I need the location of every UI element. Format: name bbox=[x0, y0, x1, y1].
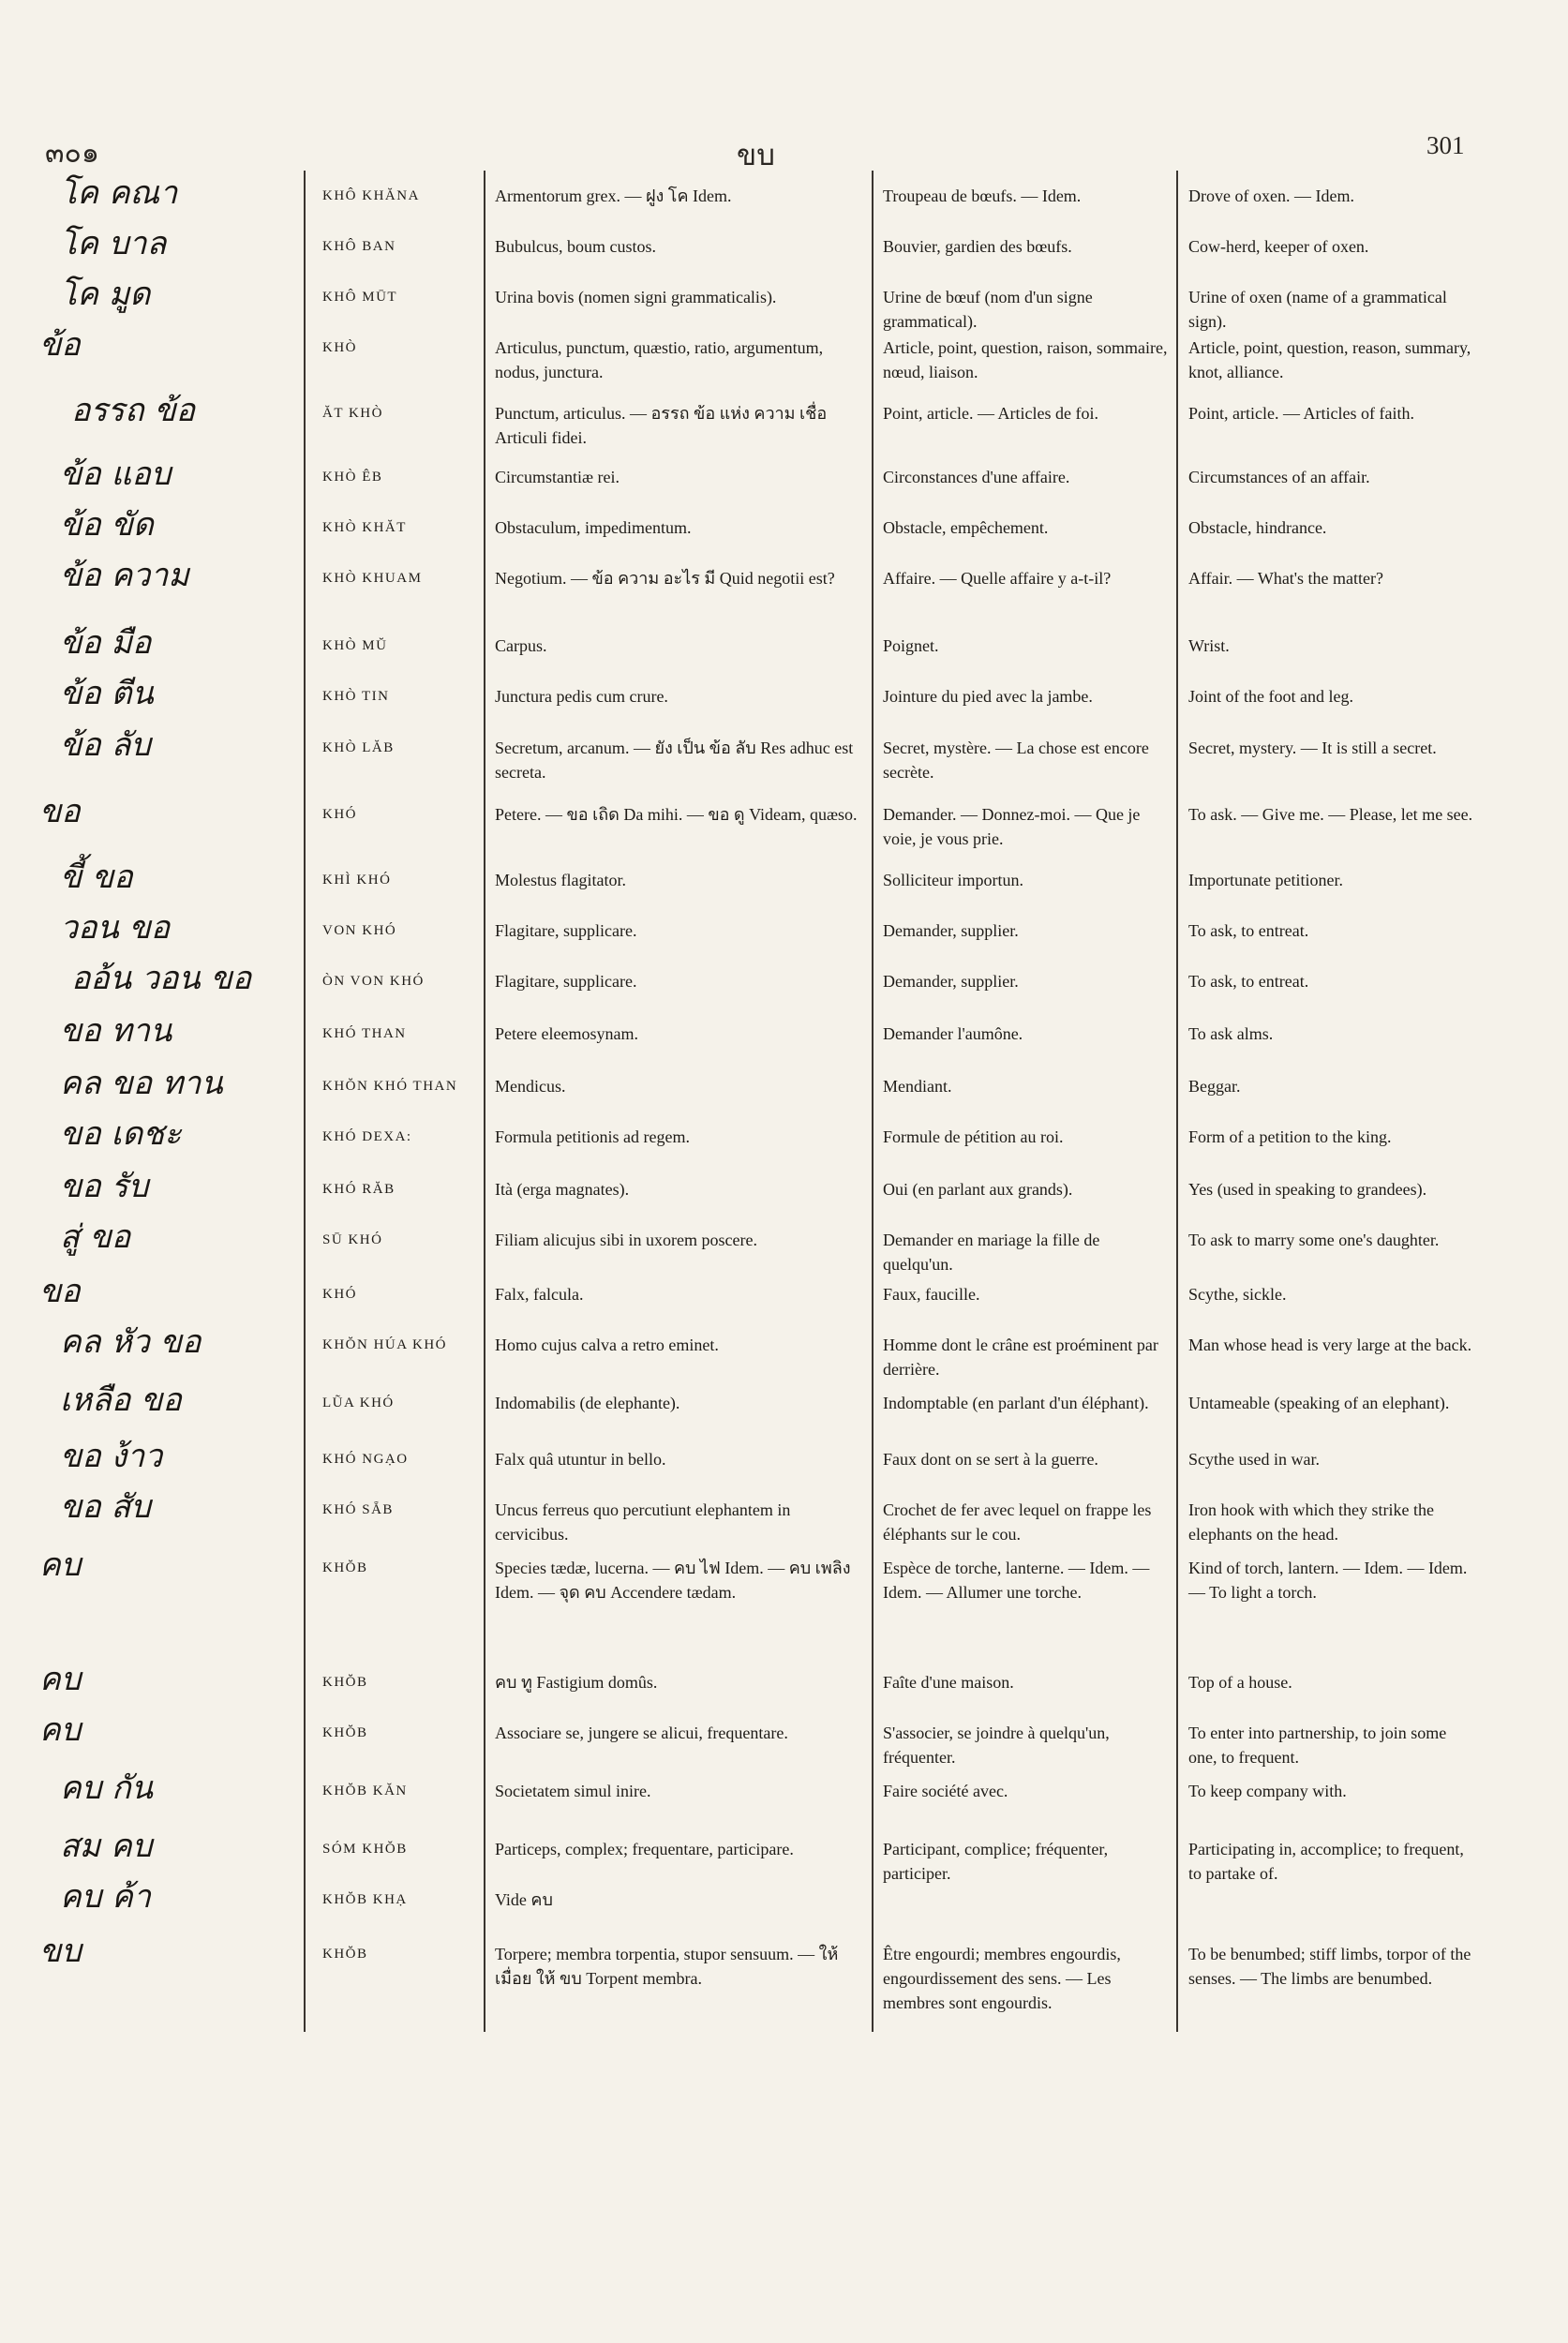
entry-english: To ask alms. bbox=[1188, 1024, 1274, 1043]
entry-romanization: KHŎB KHẠ bbox=[322, 1892, 408, 1907]
entry-english: Obstacle, hindrance. bbox=[1188, 518, 1327, 537]
entry-french: Point, article. — Articles de foi. bbox=[883, 404, 1098, 423]
entry-english: Affair. — What's the matter? bbox=[1188, 569, 1384, 588]
entry-latin: Armentorum grex. — ฝูง โค Idem. bbox=[495, 187, 732, 205]
entry-thai-word: ออ้น วอน ขอ bbox=[71, 960, 252, 997]
entry-thai-word: ขอ bbox=[39, 1273, 81, 1310]
entry-thai-word: ขอ ทาน bbox=[60, 1012, 172, 1050]
entry-romanization: LŨA KHÓ bbox=[322, 1395, 395, 1410]
entry-romanization: ĂT KHÒ bbox=[322, 406, 383, 421]
entry-english: Scythe, sickle. bbox=[1188, 1285, 1287, 1304]
entry-romanization: KHÓ bbox=[322, 807, 357, 822]
entry-romanization: SŪ KHÓ bbox=[322, 1232, 383, 1247]
entry-romanization: KHÔ BAN bbox=[322, 239, 396, 254]
entry-thai-word: ขี้ ขอ bbox=[60, 858, 133, 896]
entry-french: Participant, complice; fréquenter, participer. bbox=[883, 1840, 1109, 1883]
entry-romanization: KHÓ bbox=[322, 1287, 357, 1302]
entry-latin: Bubulcus, boum custos. bbox=[495, 237, 657, 256]
entry-french: Solliciteur importun. bbox=[883, 871, 1023, 889]
entry-english: Circumstances of an affair. bbox=[1188, 468, 1370, 486]
entry-romanization: KHŎB bbox=[322, 1560, 368, 1575]
entry-french: Demander, supplier. bbox=[883, 921, 1019, 940]
entry-thai-word: ข้อ ความ bbox=[60, 557, 189, 594]
entry-thai-word: คล ขอ ทาน bbox=[60, 1065, 223, 1102]
entry-french: Demander en mariage la fille de quelqu'un. bbox=[883, 1231, 1100, 1274]
entry-romanization: KHŎN KHÓ THAN bbox=[322, 1079, 458, 1094]
entry-romanization: KHÒ KHĂT bbox=[322, 520, 407, 535]
entry-latin: Flagitare, supplicare. bbox=[495, 972, 637, 991]
entry-thai-word: ขอ ง้าว bbox=[60, 1438, 163, 1475]
entry-english: To ask to marry some one's daughter. bbox=[1188, 1231, 1440, 1249]
entry-thai-word: สู่ ขอ bbox=[60, 1218, 131, 1256]
entry-french: Crochet de fer avec lequel on frappe les éléphants sur le cou. bbox=[883, 1500, 1152, 1544]
entry-english: Yes (used in speaking to grandees). bbox=[1188, 1180, 1427, 1199]
entry-romanization: KHÒ TIN bbox=[322, 689, 390, 704]
entry-romanization: KHÓ DEXA: bbox=[322, 1129, 412, 1144]
entry-latin: Circumstantiæ rei. bbox=[495, 468, 620, 486]
entry-thai-word: คบ ค้า bbox=[60, 1878, 151, 1916]
entry-english: To be benumbed; stiff limbs, torpor of the senses. — The limbs are benumbed. bbox=[1188, 1945, 1471, 1988]
entry-thai-word: ข้อ ลับ bbox=[60, 726, 151, 764]
entry-romanization: KHŎN HÚA KHÓ bbox=[322, 1337, 447, 1352]
entry-latin: Falx quâ utuntur in bello. bbox=[495, 1450, 666, 1469]
entry-french: Obstacle, empêchement. bbox=[883, 518, 1049, 537]
entry-english: Wrist. bbox=[1188, 636, 1230, 655]
entry-romanization: KHÒ MŬ bbox=[322, 638, 388, 653]
entry-english: Drove of oxen. — Idem. bbox=[1188, 187, 1354, 205]
entry-thai-word: ขอ สับ bbox=[60, 1488, 151, 1526]
entry-french: Faux dont on se sert à la guerre. bbox=[883, 1450, 1098, 1469]
entry-latin: Vide คบ bbox=[495, 1890, 553, 1909]
entry-english: Joint of the foot and leg. bbox=[1188, 687, 1353, 706]
entry-french: Espèce de torche, lanterne. — Idem. — Idem. — Allumer une torche. bbox=[883, 1559, 1150, 1602]
entry-latin: Obstaculum, impedimentum. bbox=[495, 518, 692, 537]
entry-thai-word: โค มูด bbox=[60, 276, 151, 313]
entry-french: Mendiant. bbox=[883, 1077, 952, 1096]
entry-thai-word: ข้อ ตีน bbox=[60, 675, 154, 712]
entry-english: Point, article. — Articles of faith. bbox=[1188, 404, 1414, 423]
entry-french: Faire société avec. bbox=[883, 1782, 1008, 1800]
entry-french: S'associer, se joindre à quelqu'un, fréquenter. bbox=[883, 1724, 1110, 1767]
entry-english: Scythe used in war. bbox=[1188, 1450, 1320, 1469]
entry-latin: Junctura pedis cum crure. bbox=[495, 687, 668, 706]
entry-french: Bouvier, gardien des bœufs. bbox=[883, 237, 1072, 256]
entry-thai-word: ขอ bbox=[39, 793, 81, 830]
entry-latin: Punctum, articulus. — อรรถ ข้อ แห่ง ความ เชื่อ Articuli fidei. bbox=[495, 404, 828, 447]
entry-french: Urine de bœuf (nom d'un signe grammatical). bbox=[883, 288, 1093, 331]
entry-english: Participating in, accomplice; to frequent, to partake of. bbox=[1188, 1840, 1464, 1883]
entry-thai-word: ข้อ ขัด bbox=[60, 506, 154, 544]
entry-romanization: KHŎB KĂN bbox=[322, 1783, 408, 1798]
entry-latin: Articulus, punctum, quæstio, ratio, argumentum, nodus, junctura. bbox=[495, 338, 824, 381]
section-heading: ขบ bbox=[737, 139, 775, 172]
entry-thai-word: ข้อ มือ bbox=[60, 624, 152, 662]
entry-english: Article, point, question, reason, summary, knot, alliance. bbox=[1188, 338, 1471, 381]
entry-french: Demander l'aumône. bbox=[883, 1024, 1023, 1043]
entry-thai-word: ขบ bbox=[39, 1933, 82, 1970]
entry-english: To ask. — Give me. — Please, let me see. bbox=[1188, 805, 1473, 824]
entry-latin: Negotium. — ข้อ ความ อะไร มี Quid negotii est? bbox=[495, 569, 835, 588]
entry-thai-word: ขอ รับ bbox=[60, 1168, 149, 1205]
entry-thai-word: โค บาล bbox=[60, 225, 167, 262]
entry-english: Secret, mystery. — It is still a secret. bbox=[1188, 739, 1437, 757]
entry-french: Formule de pétition au roi. bbox=[883, 1127, 1064, 1146]
entry-romanization: ÒN VON KHÓ bbox=[322, 974, 425, 989]
entry-latin: Formula petitionis ad regem. bbox=[495, 1127, 690, 1146]
entry-romanization: KHÒ LĂB bbox=[322, 740, 395, 755]
entry-english: Top of a house. bbox=[1188, 1673, 1292, 1692]
entry-french: Homme dont le crâne est proéminent par derrière. bbox=[883, 1336, 1158, 1379]
entry-french: Troupeau de bœufs. — Idem. bbox=[883, 187, 1082, 205]
entry-english: Man whose head is very large at the back. bbox=[1188, 1336, 1472, 1354]
entry-english: To ask, to entreat. bbox=[1188, 972, 1309, 991]
entry-romanization: KHŎB bbox=[322, 1947, 368, 1962]
entry-french: Affaire. — Quelle affaire y a-t-il? bbox=[883, 569, 1112, 588]
entry-romanization: KHŎB bbox=[322, 1675, 368, 1690]
entry-thai-word: คบ bbox=[39, 1546, 82, 1584]
entry-romanization: KHŎB bbox=[322, 1725, 368, 1740]
entry-english: Untameable (speaking of an elephant). bbox=[1188, 1394, 1450, 1412]
entry-english: Form of a petition to the king. bbox=[1188, 1127, 1392, 1146]
entry-romanization: KHÓ SẴB bbox=[322, 1502, 394, 1517]
entry-romanization: KHÓ RĂB bbox=[322, 1182, 396, 1197]
entry-latin: Petere eleemosynam. bbox=[495, 1024, 638, 1043]
entry-latin: Particeps, complex; frequentare, participare. bbox=[495, 1840, 794, 1858]
entry-latin: Species tædæ, lucerna. — คบ ไฟ Idem. — คบ เพลิง Idem. — จุด คบ Accendere tædam. bbox=[495, 1559, 851, 1602]
entry-latin: Indomabilis (de elephante). bbox=[495, 1394, 680, 1412]
entry-thai-word: ข้อ แอบ bbox=[60, 455, 172, 493]
entry-latin: Uncus ferreus quo percutiunt elephantem in cervicibus. bbox=[495, 1500, 791, 1544]
page-number: 301 bbox=[1426, 131, 1465, 159]
entry-latin: Falx, falcula. bbox=[495, 1285, 584, 1304]
entry-english: Cow-herd, keeper of oxen. bbox=[1188, 237, 1369, 256]
entry-french: Être engourdi; membres engourdis, engourdissement des sens. — Les membres sont engourdis. bbox=[883, 1945, 1121, 2012]
entry-english: Urine of oxen (name of a grammatical sign). bbox=[1188, 288, 1447, 331]
entry-english: Importunate petitioner. bbox=[1188, 871, 1343, 889]
entry-romanization: SÓM KHŎB bbox=[322, 1842, 408, 1857]
entry-french: Article, point, question, raison, sommaire, nœud, liaison. bbox=[883, 338, 1168, 381]
entry-romanization: KHÓ NGẠO bbox=[322, 1452, 409, 1467]
entry-romanization: KHÌ KHÓ bbox=[322, 873, 392, 888]
entry-latin: Homo cujus calva a retro eminet. bbox=[495, 1336, 719, 1354]
entry-thai-word: โค คณา bbox=[60, 174, 178, 212]
entry-french: Poignet. bbox=[883, 636, 939, 655]
entry-romanization: KHÔ MŪT bbox=[322, 290, 398, 305]
entry-latin: Societatem simul inire. bbox=[495, 1782, 651, 1800]
entry-latin: Flagitare, supplicare. bbox=[495, 921, 637, 940]
entry-thai-word: วอน ขอ bbox=[60, 909, 171, 947]
entry-romanization: KHÔ KHĂNA bbox=[322, 188, 420, 203]
entry-thai-word: คล หัว ขอ bbox=[60, 1323, 202, 1361]
entry-latin: Associare se, jungere se alicui, frequentare. bbox=[495, 1724, 788, 1742]
entry-romanization: KHÒ KHUAM bbox=[322, 571, 423, 586]
entry-latin: Carpus. bbox=[495, 636, 547, 655]
entry-thai-word: คบ bbox=[39, 1661, 82, 1698]
entry-romanization: KHÓ THAN bbox=[322, 1026, 407, 1041]
entry-french: Faux, faucille. bbox=[883, 1285, 980, 1304]
entry-french: Jointure du pied avec la jambe. bbox=[883, 687, 1093, 706]
entry-latin: คบ ทู Fastigium domûs. bbox=[495, 1673, 658, 1692]
entry-french: Secret, mystère. — La chose est encore secrète. bbox=[883, 739, 1149, 782]
entry-thai-word: อรรถ ข้อ bbox=[71, 392, 195, 429]
entry-french: Faîte d'une maison. bbox=[883, 1673, 1014, 1692]
entry-french: Circonstances d'une affaire. bbox=[883, 468, 1070, 486]
entry-latin: Mendicus. bbox=[495, 1077, 566, 1096]
entry-latin: Molestus flagitator. bbox=[495, 871, 626, 889]
page-number-thai: ๓๐๑ bbox=[45, 137, 99, 170]
entry-thai-word: คบ bbox=[39, 1711, 82, 1749]
entry-latin: Ità (erga magnates). bbox=[495, 1180, 630, 1199]
entry-romanization: KHÒ ÊB bbox=[322, 470, 383, 485]
entry-thai-word: สม คบ bbox=[60, 1828, 153, 1865]
entry-french: Oui (en parlant aux grands). bbox=[883, 1180, 1073, 1199]
entry-thai-word: เหลือ ขอ bbox=[60, 1381, 182, 1419]
entry-thai-word: ข้อ bbox=[39, 326, 81, 364]
entry-latin: Secretum, arcanum. — ยัง เป็น ข้อ ลับ Res adhuc est secreta. bbox=[495, 739, 854, 782]
entry-english: To ask, to entreat. bbox=[1188, 921, 1309, 940]
entry-latin: Torpere; membra torpentia, stupor sensuum. — ให้ เมื่อย ให้ ขบ Torpent membra. bbox=[495, 1945, 839, 1988]
entry-english: Iron hook with which they strike the elephants on the head. bbox=[1188, 1500, 1434, 1544]
entry-romanization: VON KHÓ bbox=[322, 923, 397, 938]
entry-french: Demander. — Donnez-moi. — Que je voie, je vous prie. bbox=[883, 805, 1141, 848]
entry-french: Indomptable (en parlant d'un éléphant). bbox=[883, 1394, 1149, 1412]
entry-romanization: KHÒ bbox=[322, 340, 357, 355]
entry-latin: Urina bovis (nomen signi grammaticalis). bbox=[495, 288, 777, 306]
entry-latin: Filiam alicujus sibi in uxorem poscere. bbox=[495, 1231, 757, 1249]
entry-english: To enter into partnership, to join some one, to frequent. bbox=[1188, 1724, 1447, 1767]
entry-english: Beggar. bbox=[1188, 1077, 1241, 1096]
entry-thai-word: ขอ เดชะ bbox=[60, 1115, 182, 1153]
entry-english: To keep company with. bbox=[1188, 1782, 1347, 1800]
entry-thai-word: คบ กัน bbox=[60, 1769, 153, 1807]
entry-latin: Petere. — ขอ เถิด Da mihi. — ขอ ดู Videam, quæso. bbox=[495, 805, 858, 824]
entry-french: Demander, supplier. bbox=[883, 972, 1019, 991]
entry-english: Kind of torch, lantern. — Idem. — Idem. — To light a torch. bbox=[1188, 1559, 1468, 1602]
